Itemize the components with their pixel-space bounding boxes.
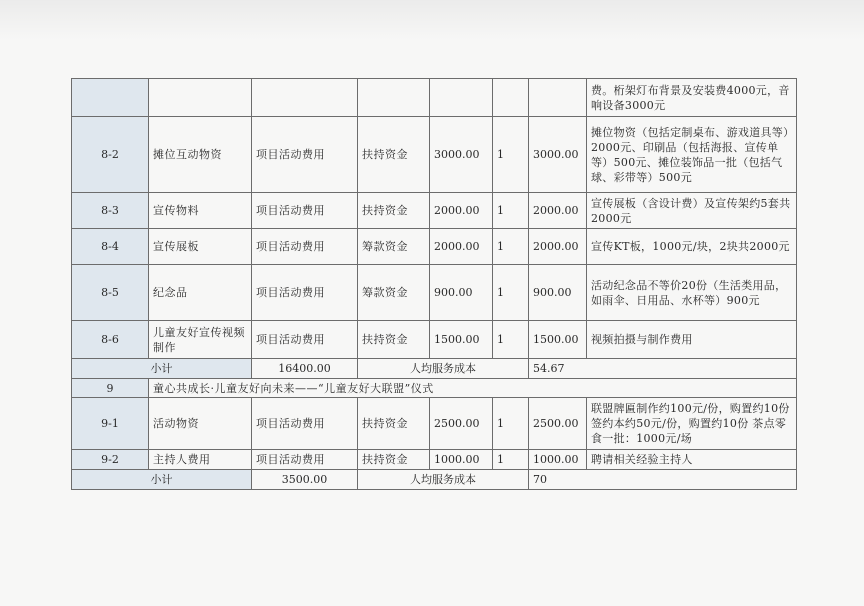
avg-cost-value: 54.67 bbox=[529, 359, 797, 379]
row-name: 儿童友好宣传视频制作 bbox=[149, 321, 252, 359]
row-total: 1500.00 bbox=[529, 321, 587, 359]
row-id: 8-4 bbox=[72, 229, 149, 265]
row-price: 2000.00 bbox=[430, 229, 493, 265]
row-qty: 1 bbox=[493, 321, 529, 359]
row-qty: 1 bbox=[493, 265, 529, 321]
row-price: 1500.00 bbox=[430, 321, 493, 359]
avg-cost-value: 70 bbox=[529, 470, 797, 490]
subtotal-row bbox=[72, 359, 797, 379]
row-id: 8-3 bbox=[72, 193, 149, 229]
row-description: 视频拍摄与制作费用 bbox=[587, 321, 797, 359]
row-id: 8-2 bbox=[72, 117, 149, 193]
row-id: 8-6 bbox=[72, 321, 149, 359]
scan-shadow bbox=[0, 0, 864, 40]
row-qty: 1 bbox=[493, 450, 529, 470]
row-description: 聘请相关经验主持人 bbox=[587, 450, 797, 470]
row-total: 2000.00 bbox=[529, 193, 587, 229]
row-total: 900.00 bbox=[529, 265, 587, 321]
row-name: 主持人费用 bbox=[149, 450, 252, 470]
table-row bbox=[72, 450, 797, 470]
section-header-row bbox=[72, 379, 797, 398]
row-qty: 1 bbox=[493, 229, 529, 265]
row-id: 8-5 bbox=[72, 265, 149, 321]
table-row-continuation bbox=[72, 79, 797, 117]
row-id: 9-1 bbox=[72, 398, 149, 450]
table-row bbox=[72, 398, 797, 450]
row-source: 扶持资金 bbox=[358, 321, 430, 359]
row-name: 宣传展板 bbox=[149, 229, 252, 265]
row-type: 项目活动费用 bbox=[252, 450, 358, 470]
row-name: 纪念品 bbox=[149, 265, 252, 321]
row-price: 2500.00 bbox=[430, 398, 493, 450]
table-row bbox=[72, 193, 797, 229]
row-type: 项目活动费用 bbox=[252, 229, 358, 265]
row-price: 3000.00 bbox=[430, 117, 493, 193]
row-name: 宣传物料 bbox=[149, 193, 252, 229]
subtotal-amount: 16400.00 bbox=[252, 359, 358, 379]
avg-cost-label: 人均服务成本 bbox=[358, 470, 529, 490]
row-description: 宣传KT板，1000元/块，2块共2000元 bbox=[587, 229, 797, 265]
row-type: 项目活动费用 bbox=[252, 193, 358, 229]
row-description: 宣传展板（含设计费）及宣传架约5套共2000元 bbox=[587, 193, 797, 229]
table-row bbox=[72, 229, 797, 265]
subtotal-label: 小计 bbox=[72, 470, 252, 490]
row-source: 扶持资金 bbox=[358, 398, 430, 450]
row-source: 扶持资金 bbox=[358, 117, 430, 193]
row-price: 1000.00 bbox=[430, 450, 493, 470]
subtotal-label: 小计 bbox=[72, 359, 252, 379]
subtotal-row bbox=[72, 470, 797, 490]
table-row bbox=[72, 321, 797, 359]
row-qty: 1 bbox=[493, 193, 529, 229]
row-description: 联盟牌匾制作约100元/份，购置约10份 签约本约50元/份，购置约10份 茶点零食一批：1000元/场 bbox=[587, 398, 797, 450]
subtotal-amount: 3500.00 bbox=[252, 470, 358, 490]
row-source: 筹款资金 bbox=[358, 229, 430, 265]
row-source: 扶持资金 bbox=[358, 193, 430, 229]
section-title: 童心共成长·儿童友好向未来——“儿童友好大联盟”仪式 bbox=[149, 379, 797, 398]
row-name: 摊位互动物资 bbox=[149, 117, 252, 193]
row-source: 扶持资金 bbox=[358, 450, 430, 470]
row-total: 2500.00 bbox=[529, 398, 587, 450]
row-name: 活动物资 bbox=[149, 398, 252, 450]
budget-table bbox=[71, 78, 797, 490]
row-total: 1000.00 bbox=[529, 450, 587, 470]
row-qty: 1 bbox=[493, 117, 529, 193]
row-description: 活动纪念品不等价20份（生活类用品，如雨伞、日用品、水杯等）900元 bbox=[587, 265, 797, 321]
row-price: 2000.00 bbox=[430, 193, 493, 229]
row-id: 9-2 bbox=[72, 450, 149, 470]
table-row bbox=[72, 265, 797, 321]
row-type: 项目活动费用 bbox=[252, 265, 358, 321]
avg-cost-label: 人均服务成本 bbox=[358, 359, 529, 379]
section-id: 9 bbox=[72, 379, 149, 398]
row-type: 项目活动费用 bbox=[252, 321, 358, 359]
row-description: 费。桁架灯布背景及安装费4000元，音响设备3000元 bbox=[587, 79, 797, 117]
row-total: 2000.00 bbox=[529, 229, 587, 265]
row-source: 筹款资金 bbox=[358, 265, 430, 321]
row-qty: 1 bbox=[493, 398, 529, 450]
table-row bbox=[72, 117, 797, 193]
row-description: 摊位物资（包括定制桌布、游戏道具等）2000元、印刷品（包括海报、宣传单等）500元、摊位装饰品一批（包括气球、彩带等）500元 bbox=[587, 117, 797, 193]
row-total: 3000.00 bbox=[529, 117, 587, 193]
row-type: 项目活动费用 bbox=[252, 117, 358, 193]
row-type: 项目活动费用 bbox=[252, 398, 358, 450]
row-price: 900.00 bbox=[430, 265, 493, 321]
